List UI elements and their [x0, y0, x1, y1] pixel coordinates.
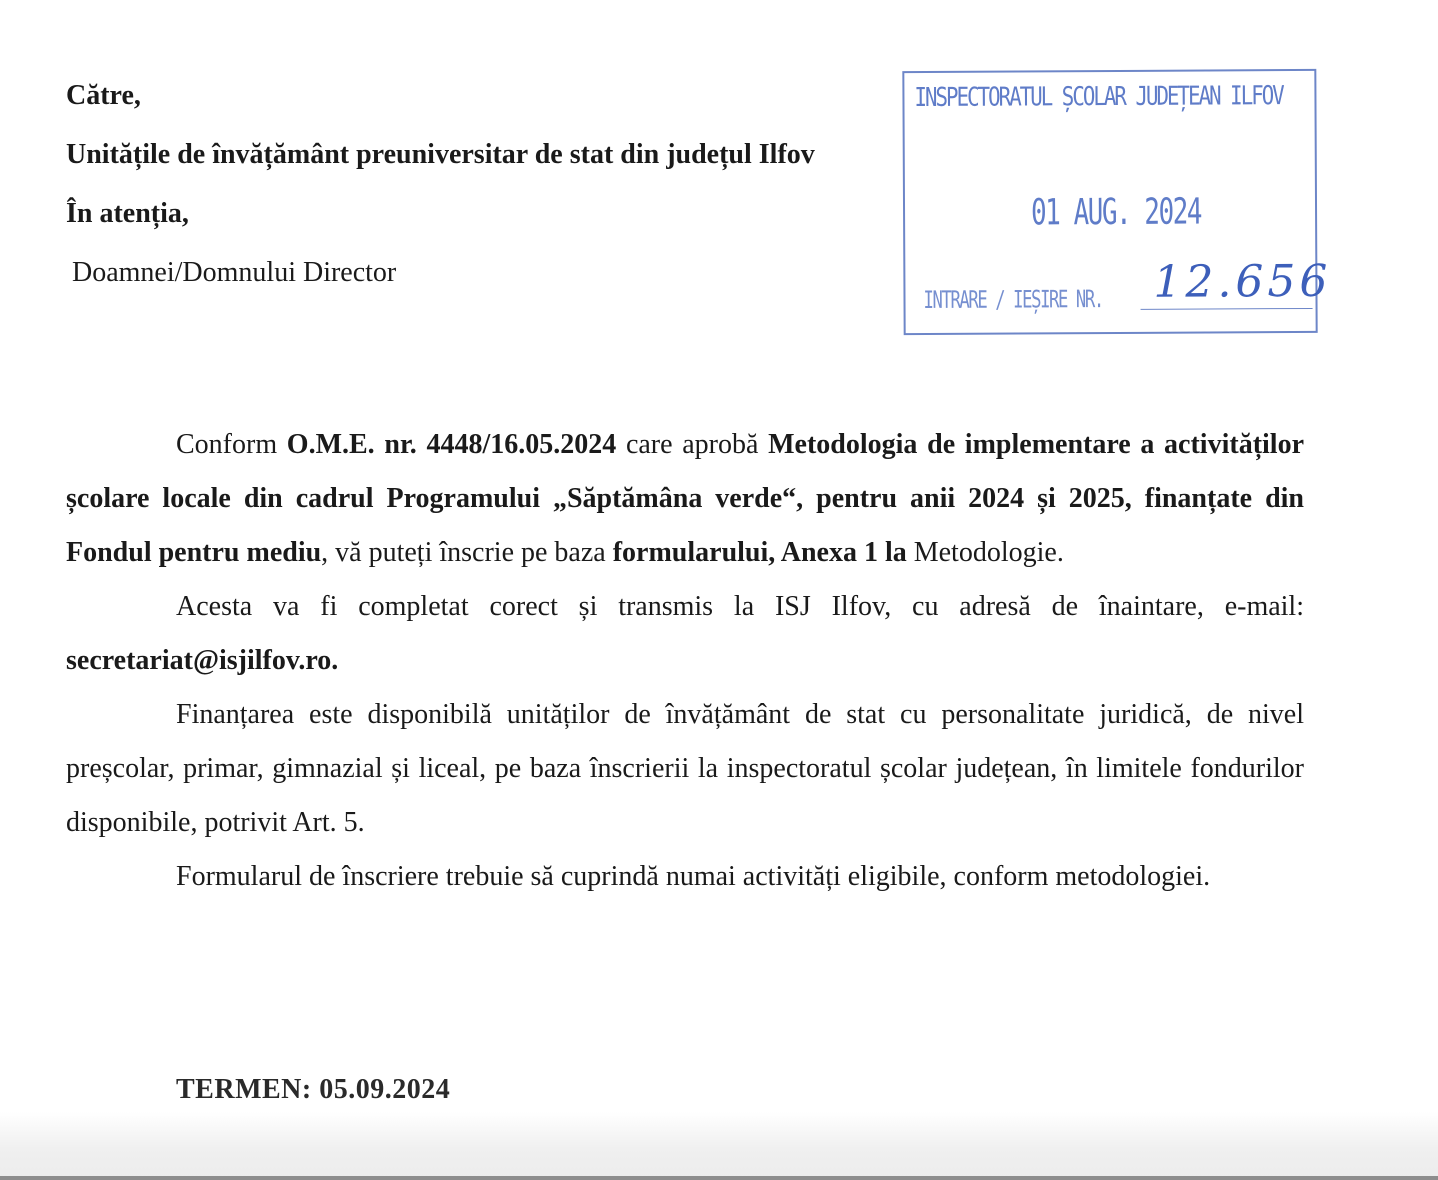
- p2-email: secretariat@isjilfov.ro.: [66, 645, 339, 676]
- deadline: TERMEN: 05.09.2024: [176, 1074, 451, 1105]
- p1-text-2: care aprobă: [616, 429, 769, 460]
- p2-text: Acesta va fi completat corect și transmis la ISJ Ilfov, cu adresă de înaintare, e-mail:: [176, 591, 1304, 622]
- p1-text-3: , vă puteți înscrie pe baza: [321, 537, 613, 568]
- p1-methodology-title: Metodologia de implementare a activităților școlare locale din cadrul Programului „Săptămâna verde“, pentru anii 2024 și 2025, finanțate din Fondul pentru mediu: [66, 429, 1305, 568]
- paragraph-2: [66, 580, 1304, 688]
- salutation: Către,: [66, 80, 141, 111]
- stamp-number-line: [1141, 308, 1313, 310]
- bottom-edge: [0, 1176, 1438, 1180]
- registration-stamp: [902, 69, 1332, 335]
- p1-annex-ref: formularului, Anexa 1 la: [612, 537, 907, 568]
- stamp-institution: INSPECTORATUL ȘCOLAR JUDEȚEAN ILFOV: [914, 81, 1283, 114]
- stamp-number: 12.656: [1153, 255, 1332, 308]
- stamp-date: 01 AUG. 2024: [1030, 191, 1202, 234]
- p1-order-ref: O.M.E. nr. 4448/16.05.2024: [286, 429, 617, 460]
- attention-recipient: Doamnei/Domnului Director: [72, 257, 397, 288]
- bottom-shading: [0, 1112, 1438, 1180]
- p1-text-1: Conform: [176, 429, 287, 460]
- recipient: Unitățile de învățământ preuniversitar de stat din județul Ilfov: [66, 139, 815, 170]
- paragraph-3: Finanțarea este disponibilă unităților de învățământ de stat cu personalitate juridică, de nivel preșcolar, primar, gimnazial și liceal, pe baza înscrierii la inspectoratul școlar județean, în limitele fondurilor disponibile, potrivit Art. 5.: [66, 699, 1304, 838]
- paragraph-1: [66, 418, 1304, 580]
- p1-text-4: Metodologie.: [906, 537, 1064, 568]
- stamp-label: INTRARE / IEȘIRE NR.: [923, 285, 1103, 314]
- attention-label: În atenția,: [66, 198, 189, 229]
- letter-body: [66, 418, 1304, 904]
- paragraph-4: Formularul de înscriere trebuie să cuprindă numai activități eligibile, conform metodologiei.: [176, 861, 1211, 892]
